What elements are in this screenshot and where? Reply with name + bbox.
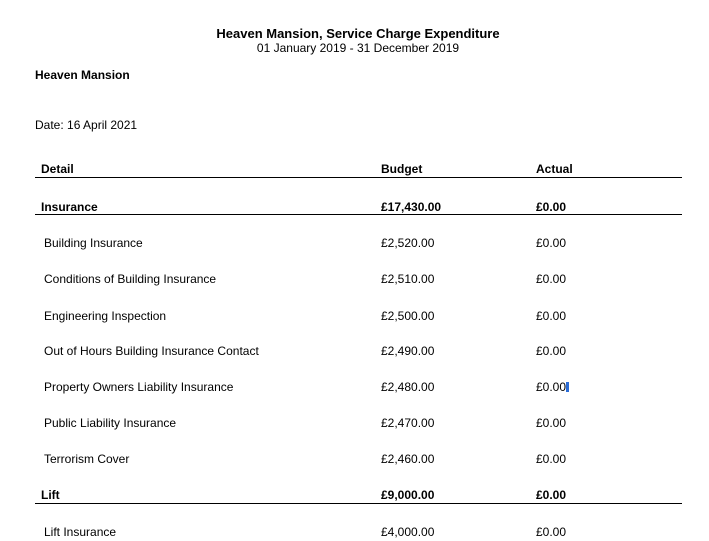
table-row <box>0 380 709 396</box>
table-row <box>0 452 709 468</box>
group-actual: £0.00 <box>536 488 567 502</box>
group-rule <box>35 503 682 504</box>
table-row <box>0 236 709 252</box>
table-row <box>0 309 709 325</box>
group-rule <box>35 214 682 215</box>
column-header-actual: Actual <box>536 162 573 176</box>
group-row-lift <box>0 488 709 504</box>
group-budget: £9,000.00 <box>381 488 435 502</box>
item-actual-cell[interactable] <box>536 380 569 394</box>
item-actual: £0.00 <box>536 272 567 286</box>
item-actual: £0.00 <box>536 380 567 394</box>
text-cursor <box>566 382 569 392</box>
group-budget: £17,430.00 <box>381 200 442 214</box>
item-detail: Lift Insurance <box>44 525 117 539</box>
property-name: Heaven Mansion <box>35 68 130 82</box>
report-date: Date: 16 April 2021 <box>35 118 138 132</box>
item-budget: £2,460.00 <box>381 452 435 466</box>
header-rule <box>35 177 682 178</box>
item-budget: £2,510.00 <box>381 272 435 286</box>
table-row <box>0 272 709 288</box>
item-budget: £4,000.00 <box>381 525 435 539</box>
group-actual: £0.00 <box>536 200 567 214</box>
item-detail: Public Liability Insurance <box>44 416 177 430</box>
item-detail: Building Insurance <box>44 236 143 250</box>
table-row <box>0 416 709 432</box>
item-budget: £2,490.00 <box>381 344 435 358</box>
column-header-budget: Budget <box>381 162 423 176</box>
item-budget: £2,470.00 <box>381 416 435 430</box>
group-name: Lift <box>41 488 60 502</box>
item-actual: £0.00 <box>536 525 567 539</box>
item-actual: £0.00 <box>536 309 567 323</box>
item-detail: Terrorism Cover <box>44 452 130 466</box>
report-title: Heaven Mansion, Service Charge Expenditure <box>216 26 500 41</box>
item-budget: £2,520.00 <box>381 236 435 250</box>
item-detail: Conditions of Building Insurance <box>44 272 217 286</box>
item-budget: £2,500.00 <box>381 309 435 323</box>
table-row <box>0 344 709 360</box>
item-actual: £0.00 <box>536 236 567 250</box>
item-actual: £0.00 <box>536 344 567 358</box>
item-actual: £0.00 <box>536 452 567 466</box>
table-row <box>0 525 709 541</box>
column-header-detail: Detail <box>41 162 74 176</box>
item-budget: £2,480.00 <box>381 380 435 394</box>
item-detail: Property Owners Liability Insurance <box>44 380 234 394</box>
item-detail: Engineering Inspection <box>44 309 167 323</box>
report-period: 01 January 2019 - 31 December 2019 <box>256 41 460 55</box>
item-detail: Out of Hours Building Insurance Contact <box>44 344 259 358</box>
item-actual: £0.00 <box>536 416 567 430</box>
group-name: Insurance <box>41 200 98 214</box>
